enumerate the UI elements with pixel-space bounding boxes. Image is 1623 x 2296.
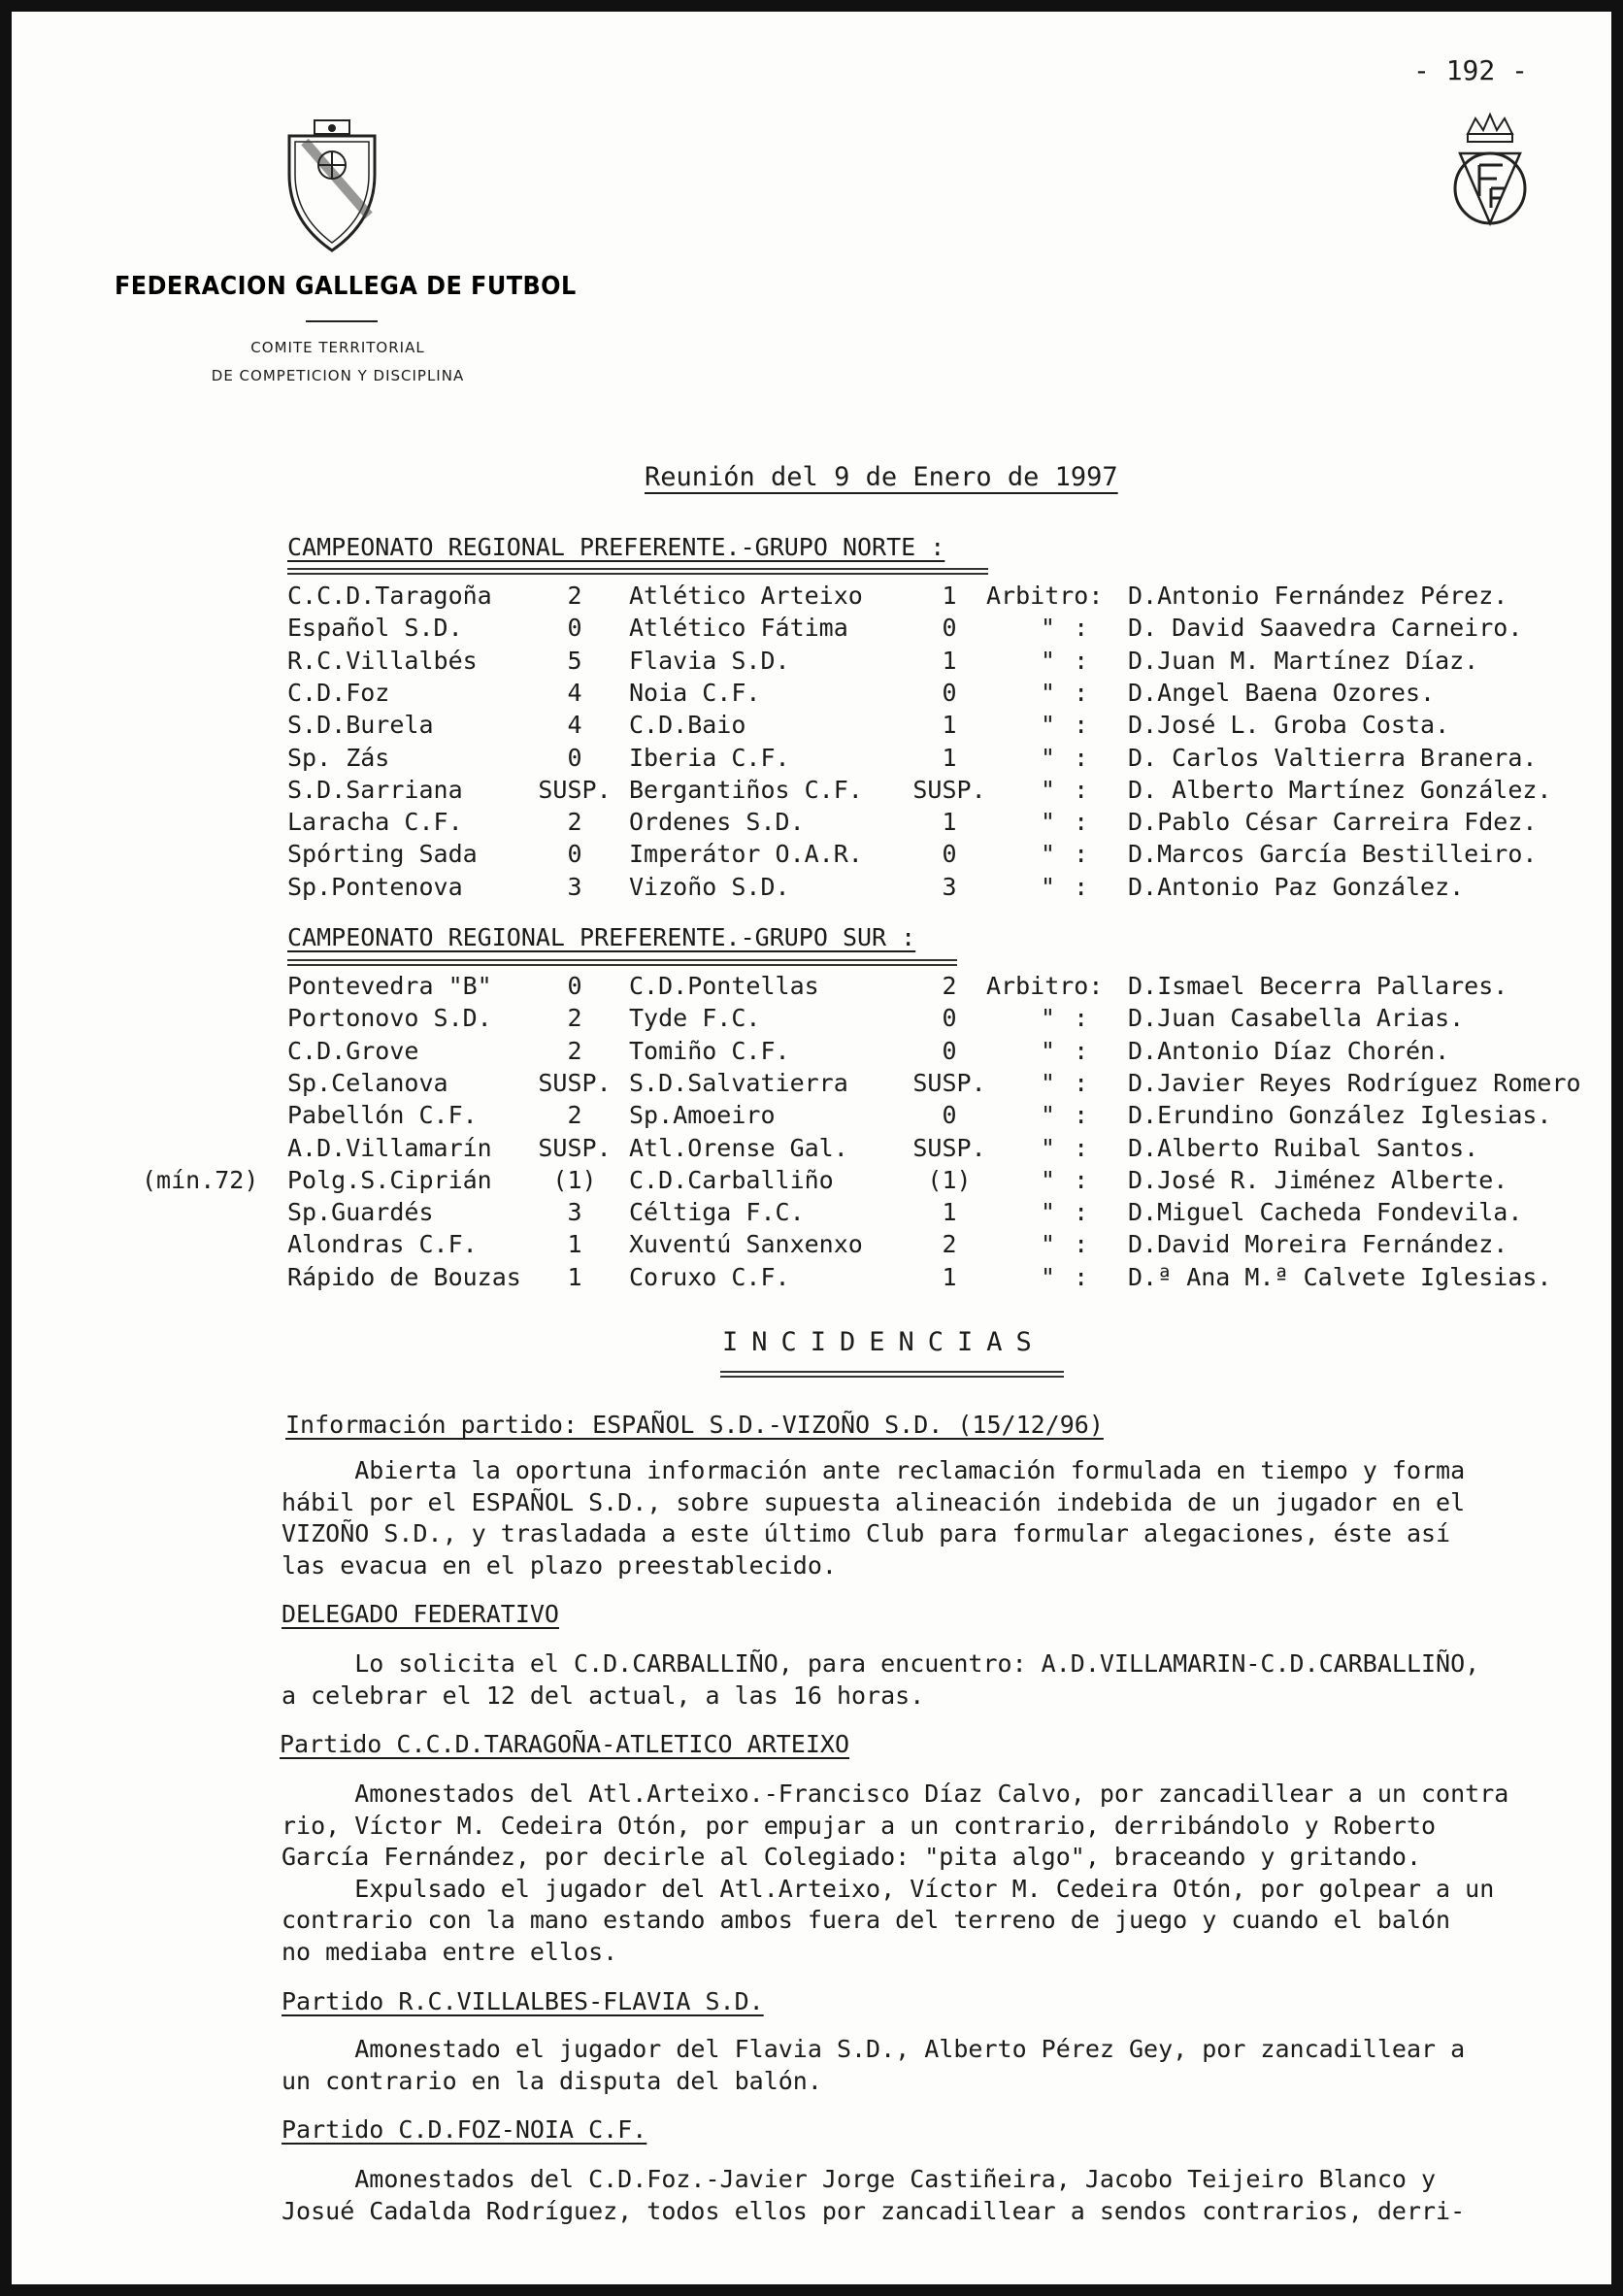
referee-label: " :	[1041, 614, 1091, 643]
away-score: SUSP.	[912, 1068, 986, 1097]
result-row	[12, 873, 1611, 904]
rfef-crest-icon	[1446, 109, 1534, 229]
referee-label: " :	[1041, 1165, 1091, 1194]
referee-label: " :	[1041, 775, 1091, 804]
referee-name: D.ª Ana M.ª Calvete Iglesias.	[1128, 1262, 1552, 1291]
away-team: Xuventú Sanxenxo	[629, 1230, 863, 1259]
home-team: Spórting Sada	[287, 840, 478, 869]
referee-label: " :	[1041, 1230, 1091, 1259]
result-row	[12, 647, 1611, 678]
referee-name: D.Juan M. Martínez Díaz.	[1128, 646, 1479, 675]
result-row	[12, 776, 1611, 807]
referee-label: " :	[1041, 840, 1091, 869]
referee-name: D. Carlos Valtierra Branera.	[1128, 743, 1538, 772]
result-row	[12, 582, 1611, 613]
away-team: Vizoño S.D.	[629, 872, 790, 901]
home-team: Español S.D.	[287, 614, 463, 643]
home-score: 2	[567, 808, 582, 837]
referee-name: D.Erundino González Iglesias.	[1128, 1101, 1552, 1130]
home-team: Sp. Zás	[287, 743, 390, 772]
away-score: 0	[942, 1036, 957, 1065]
home-team: Polg.S.Ciprián	[287, 1165, 492, 1194]
referee-label: Arbitro:	[986, 582, 1104, 610]
section-title-grupo-sur: CAMPEONATO REGIONAL PREFERENTE.-GRUPO SUR :	[287, 923, 916, 951]
referee-name: D.Antonio Paz González.	[1128, 872, 1465, 901]
incidencias-title: INCIDENCIAS	[722, 1327, 1045, 1357]
away-score: 0	[942, 678, 957, 707]
meeting-title: Reunión del 9 de Enero de 1997	[645, 462, 1118, 492]
incidence-paragraph: Abierta la oportuna información ante reclamación formulada en tiempo y forma hábil por el ESPAÑOL S.D., sobre supuesta alineación indebida de un jugador en el VIZOÑO S.D., y trasladada a este último Club para formular alegaciones, éste así las evacua en el plazo preestablecido.	[282, 1456, 1466, 1580]
away-team: Ordenes S.D.	[629, 808, 805, 837]
result-row	[12, 1230, 1611, 1261]
referee-name: D.Alberto Ruibal Santos.	[1128, 1133, 1479, 1162]
referee-name: D.Juan Casabella Arias.	[1128, 1004, 1465, 1033]
referee-name: D.Marcos García Bestilleiro.	[1128, 840, 1538, 869]
incidence-heading: Información partido: ESPAÑOL S.D.-VIZOÑO S.D. (15/12/96)	[285, 1411, 1104, 1439]
referee-label: " :	[1041, 646, 1091, 675]
away-team: Iberia C.F.	[629, 743, 790, 772]
referee-label: Arbitro:	[986, 972, 1104, 1000]
away-team: Atlético Fátima	[629, 614, 848, 643]
away-score: 0	[942, 614, 957, 643]
home-score: 2	[567, 1101, 582, 1130]
referee-name: D. David Saavedra Carneiro.	[1128, 614, 1523, 643]
referee-name: D.Ismael Becerra Pallares.	[1128, 972, 1508, 1000]
referee-label: " :	[1041, 678, 1091, 707]
referee-name: D.David Moreira Fernández.	[1128, 1230, 1508, 1259]
result-row	[12, 1037, 1611, 1068]
federacion-gallega-crest-icon	[285, 115, 379, 254]
committee-name-line1: COMITE TERRITORIAL	[250, 339, 425, 356]
section-title-grupo-norte: CAMPEONATO REGIONAL PREFERENTE.-GRUPO NORTE :	[287, 533, 945, 561]
away-team: C.D.Carballiño	[629, 1165, 834, 1194]
home-team: Pabellón C.F.	[287, 1101, 478, 1130]
home-score: 0	[567, 743, 582, 772]
home-score: 1	[567, 1262, 582, 1291]
result-row	[12, 1198, 1611, 1229]
referee-name: D.José R. Jiménez Alberte.	[1128, 1165, 1508, 1194]
away-team: Tomiño C.F.	[629, 1036, 790, 1065]
home-score: 3	[567, 872, 582, 901]
referee-label: " :	[1041, 743, 1091, 772]
home-team: C.D.Foz	[287, 678, 390, 707]
double-rule	[720, 1371, 1064, 1378]
double-rule	[287, 568, 988, 575]
referee-name: D.José L. Groba Costa.	[1128, 711, 1450, 740]
away-team: Flavia S.D.	[629, 646, 790, 675]
away-score: 3	[942, 872, 957, 901]
referee-label: " :	[1041, 1004, 1091, 1033]
home-team: Rápido de Bouzas	[287, 1262, 521, 1291]
result-row	[12, 614, 1611, 645]
home-team: Laracha C.F.	[287, 808, 463, 837]
home-team: S.D.Burela	[287, 711, 434, 740]
away-score: 1	[942, 808, 957, 837]
double-rule	[287, 959, 957, 966]
away-team: Atlético Arteixo	[629, 582, 863, 610]
incidence-heading: Partido R.C.VILLALBES-FLAVIA S.D.	[282, 1987, 764, 2015]
match-note: (mín.72)	[142, 1165, 259, 1194]
result-row	[12, 972, 1611, 1003]
home-team: Sp.Pontenova	[287, 872, 463, 901]
home-score: 0	[567, 972, 582, 1000]
incidence-paragraph: Amonestados del C.D.Foz.-Javier Jorge Castiñeira, Jacobo Teijeiro Blanco y Josué Cadalda Rodríguez, todos ellos por zancadillear a sendos contrarios, derri-	[282, 2165, 1466, 2225]
home-team: R.C.Villalbés	[287, 646, 478, 675]
incidence-paragraph: Amonestados del Atl.Arteixo.-Francisco Díaz Calvo, por zancadillear a un contra rio, Víctor M. Cedeira Otón, por empujar a un contrario, derribándolo y Roberto García Fernández, por decirle al Colegiado: "pita algo", braceando y gritando. Expulsado el jugador del Atl.Arteixo, Víctor M. Cedeira Otón, por golpear a un contrario con la mano estando ambos fuera del terreno de juego y cuando el balón no mediaba entre ellos.	[282, 1780, 1509, 1966]
incidence-paragraph: Lo solicita el C.D.CARBALLIÑO, para encuentro: A.D.VILLAMARIN-C.D.CARBALLIÑO, a celebrar el 12 del actual, a las 16 horas.	[282, 1649, 1480, 1710]
home-team: Sp.Guardés	[287, 1198, 434, 1227]
home-score: 2	[567, 582, 582, 610]
home-team: Sp.Celanova	[287, 1068, 448, 1097]
away-team: Sp.Amoeiro	[629, 1101, 776, 1130]
home-score: (1)	[552, 1165, 597, 1194]
home-score: SUSP.	[538, 1133, 612, 1162]
away-score: 0	[942, 1004, 957, 1033]
referee-label: " :	[1041, 711, 1091, 740]
away-score: 1	[942, 582, 957, 610]
page-number: - 192 -	[1412, 54, 1528, 86]
away-score: 1	[942, 711, 957, 740]
away-team: C.D.Baio	[629, 711, 746, 740]
home-team: Portonovo S.D.	[287, 1004, 492, 1033]
away-score: 1	[942, 743, 957, 772]
federation-name: FEDERACION GALLEGA DE FUTBOL	[115, 272, 577, 301]
away-score: SUSP.	[912, 1133, 986, 1162]
result-row	[12, 1069, 1611, 1100]
result-row	[12, 744, 1611, 775]
referee-label: " :	[1041, 1036, 1091, 1065]
home-score: 1	[567, 1230, 582, 1259]
result-row	[12, 1134, 1611, 1165]
away-score: 2	[942, 1230, 957, 1259]
document-page	[12, 12, 1611, 2284]
away-score: 0	[942, 840, 957, 869]
result-row	[12, 1101, 1611, 1132]
home-team: Pontevedra "B"	[287, 972, 492, 1000]
referee-name: D.Antonio Fernández Pérez.	[1128, 582, 1508, 610]
away-score: 1	[942, 1198, 957, 1227]
home-score: 0	[567, 840, 582, 869]
away-team: Noia C.F.	[629, 678, 761, 707]
away-team: S.D.Salvatierra	[629, 1068, 848, 1097]
referee-label: " :	[1041, 1068, 1091, 1097]
result-row	[12, 808, 1611, 839]
home-score: 5	[567, 646, 582, 675]
referee-name: D. Alberto Martínez González.	[1128, 775, 1552, 804]
referee-label: " :	[1041, 1101, 1091, 1130]
home-score: 4	[567, 678, 582, 707]
away-score: 0	[942, 1101, 957, 1130]
away-team: C.D.Pontellas	[629, 972, 819, 1000]
home-team: A.D.Villamarín	[287, 1133, 492, 1162]
home-score: 4	[567, 711, 582, 740]
referee-label: " :	[1041, 808, 1091, 837]
result-row	[12, 679, 1611, 710]
referee-name: D.Angel Baena Ozores.	[1128, 678, 1436, 707]
referee-name: D.Antonio Díaz Chorén.	[1128, 1036, 1450, 1065]
header-divider	[306, 320, 378, 322]
away-score: 1	[942, 1262, 957, 1291]
incidence-heading: DELEGADO FEDERATIVO	[282, 1600, 559, 1628]
away-team: Atl.Orense Gal.	[629, 1133, 848, 1162]
incidence-heading: Partido C.C.D.TARAGOÑA-ATLETICO ARTEIXO	[280, 1730, 849, 1758]
referee-label: " :	[1041, 1133, 1091, 1162]
home-score: SUSP.	[538, 775, 612, 804]
home-score: 0	[567, 614, 582, 643]
away-team: Imperátor O.A.R.	[629, 840, 863, 869]
home-team: C.D.Grove	[287, 1036, 419, 1065]
referee-label: " :	[1041, 872, 1091, 901]
referee-name: D.Javier Reyes Rodríguez Romero	[1128, 1068, 1581, 1097]
home-score: 2	[567, 1036, 582, 1065]
home-team: C.C.D.Taragoña	[287, 582, 492, 610]
away-team: Bergantiños C.F.	[629, 775, 863, 804]
away-score: SUSP.	[912, 775, 986, 804]
referee-label: " :	[1041, 1198, 1091, 1227]
away-team: Céltiga F.C.	[629, 1198, 805, 1227]
home-score: 2	[567, 1004, 582, 1033]
home-team: Alondras C.F.	[287, 1230, 478, 1259]
result-row	[12, 1263, 1611, 1294]
away-team: Coruxo C.F.	[629, 1262, 790, 1291]
referee-name: D.Pablo César Carreira Fdez.	[1128, 808, 1538, 837]
away-score: 2	[942, 972, 957, 1000]
referee-label: " :	[1041, 1262, 1091, 1291]
away-team: Tyde F.C.	[629, 1004, 761, 1033]
incidence-paragraph: Amonestado el jugador del Flavia S.D., Alberto Pérez Gey, por zancadillear a un contrario en la disputa del balón.	[282, 2035, 1466, 2095]
home-score: SUSP.	[538, 1068, 612, 1097]
incidence-heading: Partido C.D.FOZ-NOIA C.F.	[282, 2115, 647, 2144]
referee-name: D.Miguel Cacheda Fondevila.	[1128, 1198, 1523, 1227]
home-team: S.D.Sarriana	[287, 775, 463, 804]
result-row	[12, 840, 1611, 871]
result-row	[12, 711, 1611, 742]
home-score: 3	[567, 1198, 582, 1227]
result-row	[12, 1166, 1611, 1197]
away-score: (1)	[927, 1165, 972, 1194]
committee-name-line2: DE COMPETICION Y DISCIPLINA	[211, 367, 465, 384]
result-row	[12, 1004, 1611, 1035]
away-score: 1	[942, 646, 957, 675]
